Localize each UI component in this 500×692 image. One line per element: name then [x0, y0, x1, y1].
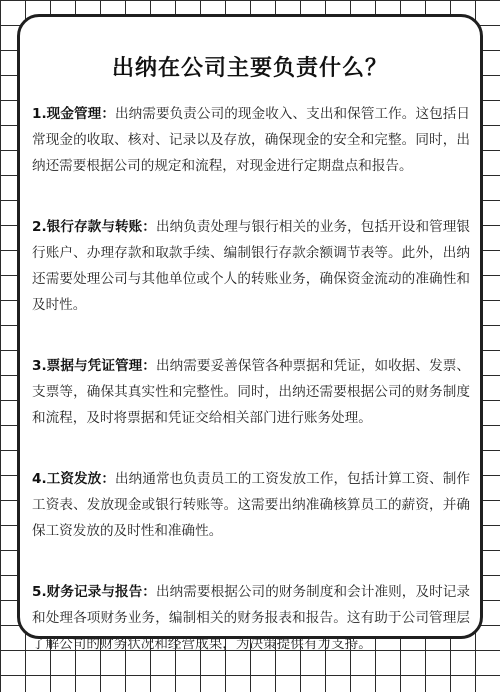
section-text: 出纳需要根据公司的财务制度和会计准则，及时记录和处理各项财务业务，编制相关的财务报表和报告。这有助于公司管理层了解公司的财务状况和经营成果，为决策提供有力支持。 [32, 584, 471, 652]
section-cash-management [32, 101, 470, 179]
section-payroll [32, 466, 470, 544]
section-text: 出纳负责处理与银行相关的业务，包括开设和管理银行账户、办理存款和取款手续、编制银行存款余额调节表等。此外，出纳还需要处理公司与其他单位或个人的转账业务，确保资金流动的准确性和及时性。 [32, 219, 471, 313]
page-title: 出纳在公司主要负责什么？ [111, 56, 388, 81]
section-text: 出纳通常也负责员工的工资发放工作，包括计算工资、制作工资表、发放现金或银行转账等。这需要出纳准确核算员工的薪资，并确保工资发放的及时性和准确性。 [32, 471, 471, 539]
section-text: 出纳需要妥善保管各种票据和凭证，如收据、发票、支票等，确保其真实性和完整性。同时，出纳还需要根据公司的财务制度和流程，及时将票据和凭证交给相关部门进行账务处理。 [32, 358, 471, 426]
section-bank-deposit-transfer [32, 214, 470, 318]
section-heading: 5.财务记录与报告： [32, 584, 156, 600]
section-bills-vouchers [32, 353, 470, 431]
section-heading: 2.银行存款与转账： [32, 219, 156, 235]
section-financial-records [32, 579, 470, 657]
section-text: 出纳需要负责公司的现金收入、支出和保管工作。这包括日常现金的收取、核对、记录以及存放，确保现金的安全和完整。同时，出纳还需要根据公司的规定和流程，对现金进行定期盘点和报告。 [32, 106, 471, 174]
section-heading: 4.工资发放： [32, 471, 115, 487]
content-card [17, 14, 483, 652]
section-list [32, 101, 470, 692]
section-heading: 1.现金管理： [32, 106, 115, 122]
section-heading: 3.票据与凭证管理： [32, 358, 156, 374]
